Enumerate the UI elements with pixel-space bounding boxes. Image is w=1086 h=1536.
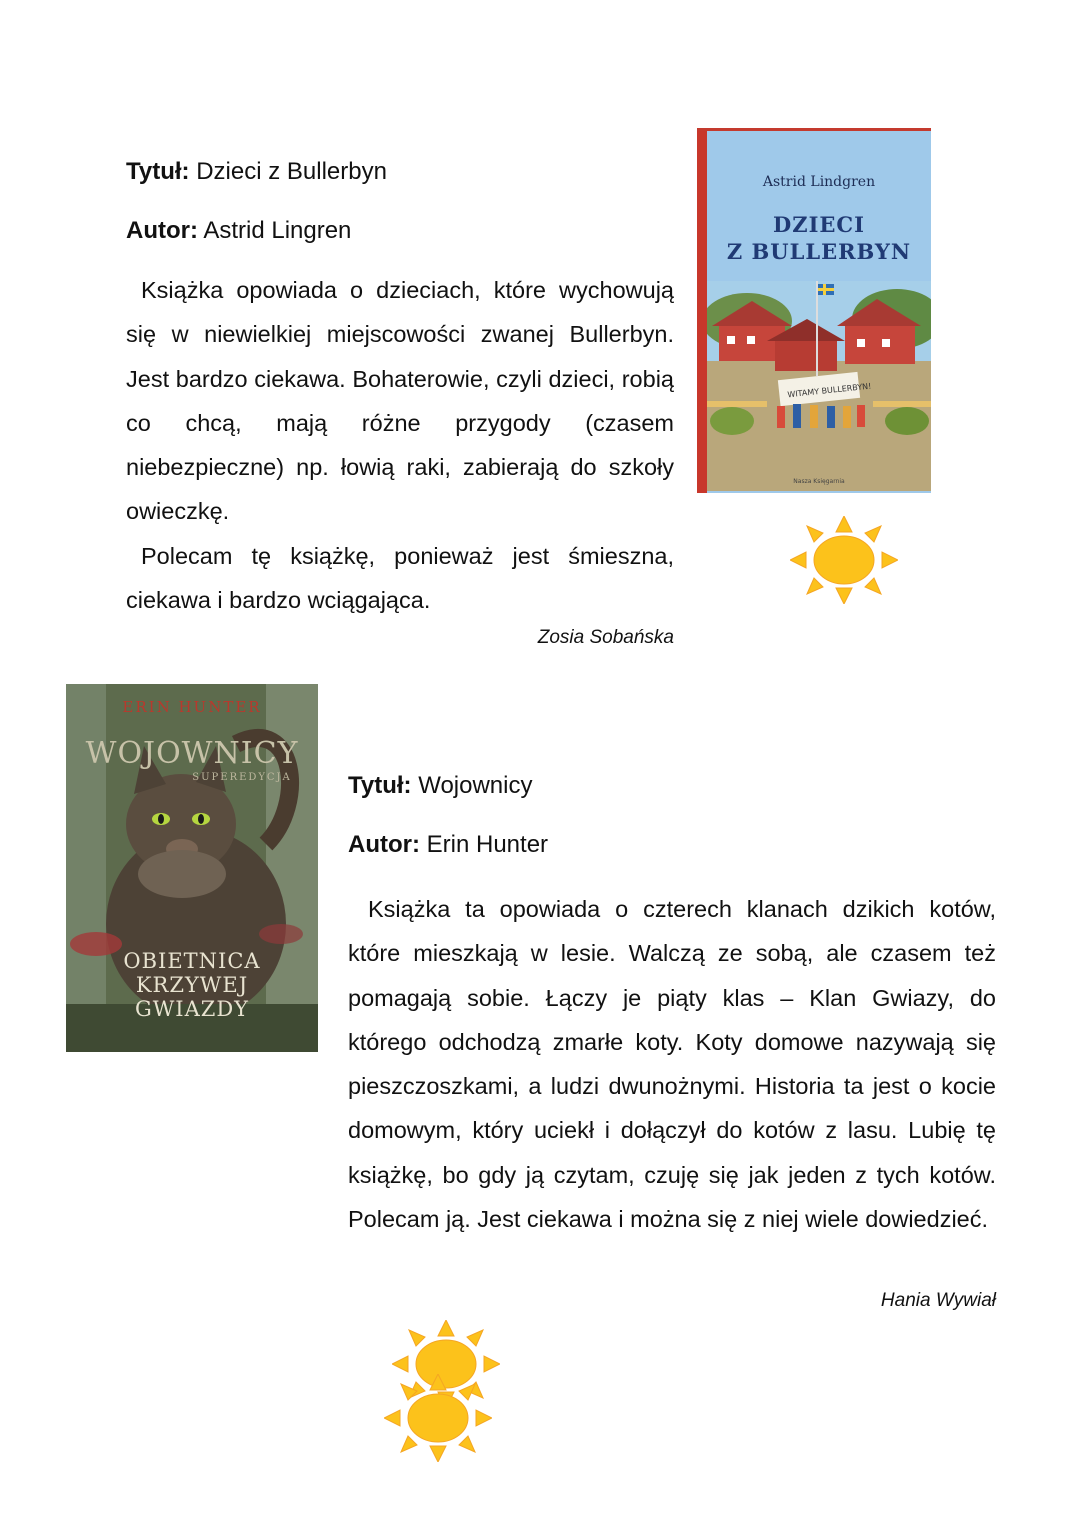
cover1-title: [707, 211, 931, 265]
review2-author-label: Autor:: [348, 831, 420, 858]
review1-title: [126, 158, 387, 186]
review1-author: [126, 217, 351, 245]
review1-author-label: Autor:: [126, 217, 198, 244]
cover1-illustration: [707, 281, 931, 491]
sun-icon: [384, 1374, 492, 1462]
review2-author: [348, 831, 548, 859]
cover-spine: [697, 131, 707, 493]
review2-body: [348, 887, 996, 1241]
sun-icon: [790, 516, 898, 604]
review2-paragraph-1: Książka ta opowiada o czterech klanach dzikich kotów, które mieszkają w lesie. Walczą ze sobą, ale czasem też pomagają sobie. Łączy je piąty klas – Klan Gwiazy, do którego odchodzą zmarłe koty. Koty domowe nazywają się pieszczoszkami, a ludzi dwunożnymi. Historia ta jest o kocie domowym, który uciekł i dołączył do kotów z lasu. Lubię tę książkę, bo gdy ją czytam, czuję się jak jeden z tych kotów. Polecam ją. Jest ciekawa i można się z niej wiele dowiedzieć.: [348, 896, 996, 1233]
cover2-subtitle-line1: OBIETNICA: [123, 949, 261, 973]
review2-author-value: Erin Hunter: [426, 831, 549, 858]
review1-body: [126, 268, 674, 622]
cover2-edition: SUPEREDYCJA: [192, 772, 292, 783]
cover1-banner: WITAMY BULLERBYN!: [786, 381, 872, 400]
cover1-author: Astrid Lindgren: [762, 174, 876, 190]
review1-title-value: Dzieci z Bullerbyn: [196, 158, 387, 185]
cover2-subtitle-line2: KRZYWEJ: [135, 973, 249, 997]
review1-author-value: Astrid Lingren: [203, 217, 352, 244]
review2-title-value: Wojownicy: [418, 772, 533, 799]
cover1-title-line1: DZIECI: [773, 212, 865, 237]
cover2-author: ERIN HUNTER: [122, 698, 262, 716]
review1-title-label: Tytuł:: [126, 158, 190, 185]
review2-title-label: Tytuł:: [348, 772, 412, 799]
cover1-publisher: Nasza Księgarnia: [793, 478, 845, 485]
book-cover-dzieci-z-bullerbyn: [697, 128, 931, 493]
review2-title: [348, 772, 532, 800]
cover1-title-line2: Z BULLERBYN: [726, 239, 912, 264]
review2-signature: Hania Wywiał: [880, 1290, 996, 1311]
cover2-title: WOJOWNICY: [85, 736, 299, 771]
cover2-subtitle-line3: GWIAZDY: [134, 997, 250, 1021]
cover2-subtitle: [66, 949, 318, 1021]
book-cover-wojownicy: [66, 684, 318, 1052]
review1-paragraph-2: Polecam tę książkę, ponieważ jest śmieszna, ciekawa i bardzo wciągająca.: [126, 542, 674, 614]
review1-signature: Zosia Sobańska: [537, 627, 674, 648]
review1-paragraph-1: Książka opowiada o dzieciach, które wychowują się w niewielkiej miejscowości zwanej Bullerbyn. Jest bardzo ciekawa. Bohaterowie, czyli dzieci, robią co chcą, mają różne przygody (czasem niebezpieczne) np. łowią raki, zabierają do szkoły owieczkę.: [126, 277, 674, 525]
